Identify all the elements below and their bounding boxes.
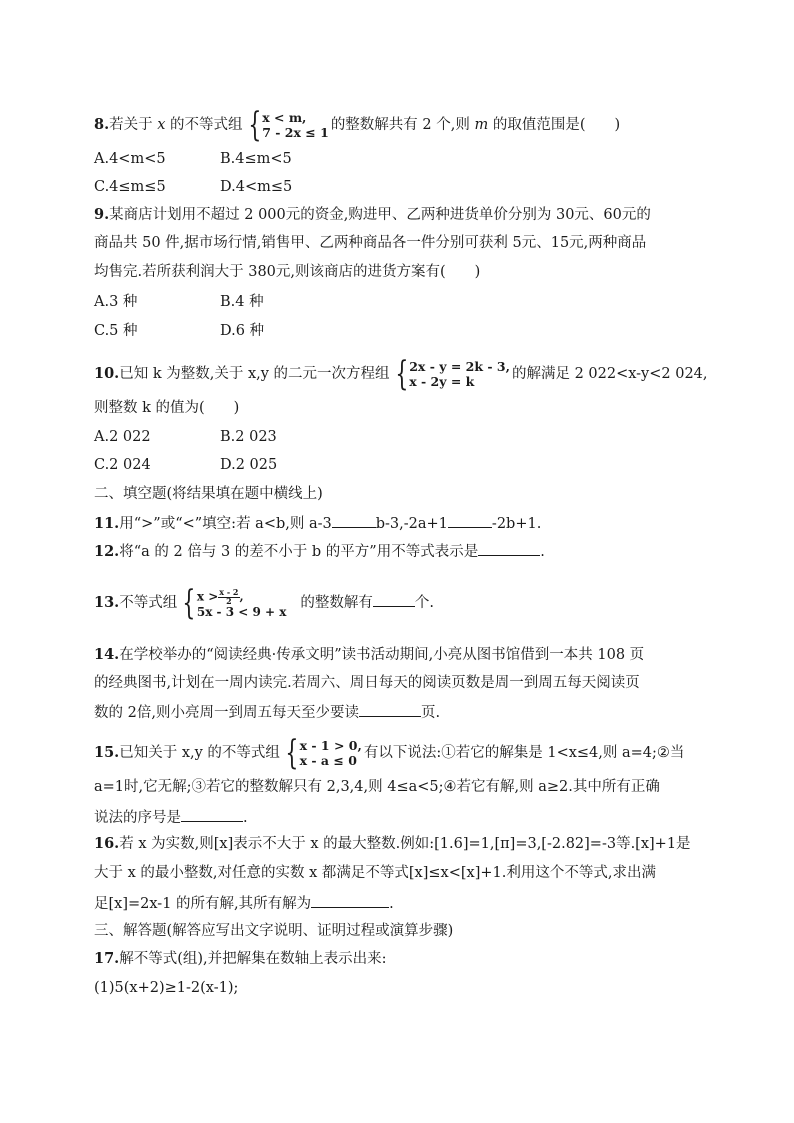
option-d: D.4<m≤5 [220,179,293,195]
option-a: A.2 022 [94,429,151,445]
inequality-system: {x - 1 > 0, x - a ≤ 0 [285,733,362,773]
inequality-system: {x < m, 7 - 2x ≤ 1 [247,105,329,145]
answer-blank[interactable] [181,806,243,822]
question-number: 14. [94,646,120,663]
question-15-line-3: 说法的序号是 . [94,806,248,828]
inequality-system: {$x >\frac{x - 2}{2}$, 5x - 3 < 9 + x [182,583,287,623]
question-16-line-3: 足[x]=2x-1 的所有解,其所有解为 . [94,892,394,914]
answer-blank[interactable] [332,512,376,528]
answer-blank[interactable] [373,591,415,607]
question-number: 10. [94,365,120,382]
question-number: 13. [94,594,120,611]
option-a: A.4<m<5 [94,151,166,167]
question-17-part-1: (1)5(x+2)≥1-2(x-1); [94,980,239,996]
option-b: B.4≤m<5 [220,151,292,167]
option-c: C.2 024 [94,457,151,473]
question-14-line-3: 数的 2倍,则小亮周一到周五每天至少要读 页. [94,701,440,723]
question-8: 8.若关于 x 的不等式组 {x < m, 7 - 2x ≤ 1 的整数解共有 2 个,则 m 的取值范围是( ) [94,105,621,145]
option-b: B.2 023 [220,429,277,445]
question-number: 11. [94,515,120,532]
option-a: A.3 种 [94,294,138,310]
question-9: 9.某商店计划用不超过 2 000元的资金,购进甲、乙两种进货单价分别为 30元、60元的 [94,206,651,223]
question-number: 15. [94,744,120,761]
equation-system: {2x - y = 2k - 3, x - 2y = k [394,354,510,394]
question-number: 16. [94,835,120,852]
question-17: 17.解不等式(组),并把解集在数轴上表示出来: [94,950,387,967]
question-11: 11.用“>”或“<”填空:若 a<b,则 a-3 b-3,-2a+1 -2b+1. [94,512,541,534]
section-heading: 二、填空题(将结果填在题中横线上) [94,486,323,502]
question-15: 15.已知关于 x,y 的不等式组 {x - 1 > 0, x - a ≤ 0 有以下说法:①若它的解集是 1<x≤4,则 a=4;②当 [94,733,685,773]
question-16: 16.若 x 为实数,则[x]表示不大于 x 的最大整数.例如:[1.6]=1,[π]=3,[-2.82]=-3等.[x]+1是 [94,835,691,852]
option-c: C.4≤m≤5 [94,179,166,195]
option-b: B.4 种 [220,294,264,310]
question-10-line-2: 则整数 k 的值为( ) [94,400,240,416]
question-13: 13.不等式组 {$x >\frac{x - 2}{2}$, 5x - 3 < 9 + x的整数解有 个. [94,583,434,623]
section-heading: 三、解答题(解答应写出文字说明、证明过程或演算步骤) [94,923,454,939]
question-9-line-3: 均售完.若所获利润大于 380元,则该商店的进货方案有( ) [94,264,481,280]
question-15-line-2: a=1时,它无解;③若它的整数解只有 2,3,4,则 4≤a<5;④若它有解,则 a≥2.其中所有正确 [94,779,660,795]
answer-blank[interactable] [478,540,540,556]
option-d: D.2 025 [220,457,278,473]
option-c: C.5 种 [94,323,138,339]
answer-blank[interactable] [448,512,492,528]
question-14: 14.在学校举办的“阅读经典·传承文明”读书活动期间,小亮从图书馆借到一本共 108 页 [94,646,645,663]
question-9-line-2: 商品共 50 件,据市场行情,销售甲、乙两种商品各一件分别可获利 5元、15元,两种商品 [94,235,647,251]
option-d: D.6 种 [220,323,265,339]
question-number: 9. [94,206,110,223]
question-number: 17. [94,950,120,967]
answer-blank[interactable] [359,701,421,717]
question-number: 8. [94,116,110,133]
question-number: 12. [94,543,120,560]
question-10: 10.已知 k 为整数,关于 x,y 的二元一次方程组 {2x - y = 2k - 3, x - 2y = k 的解满足 2 022<x-y<2 024, [94,354,708,394]
question-12: 12.将“a 的 2 倍与 3 的差不小于 b 的平方”用不等式表示是 . [94,540,545,562]
answer-blank[interactable] [311,892,389,908]
question-16-line-2: 大于 x 的最小整数,对任意的实数 x 都满足不等式[x]≤x<[x]+1.利用这个不等式,求出满 [94,865,656,881]
question-14-line-2: 的经典图书,计划在一周内读完.若周六、周日每天的阅读页数是周一到周五每天阅读页 [94,675,640,691]
